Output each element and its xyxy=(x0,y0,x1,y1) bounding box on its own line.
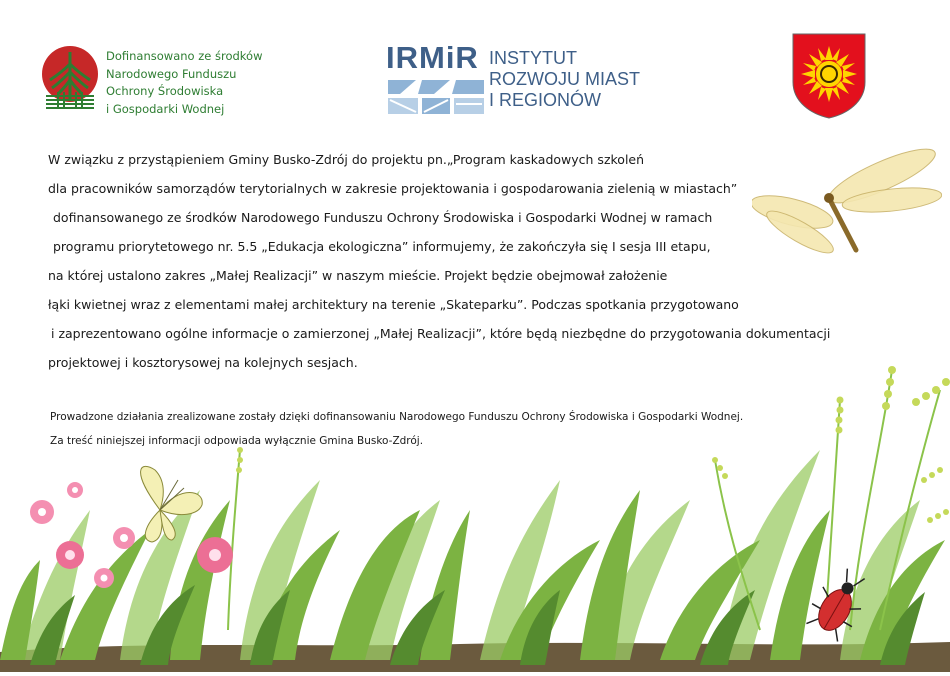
irmir-logo xyxy=(388,80,484,114)
busko-zdroj-crest-icon xyxy=(791,32,867,120)
irmir-name-line: INSTYTUT xyxy=(489,48,577,68)
funder-line: i Gospodarki Wodnej xyxy=(106,101,225,116)
paragraph-line: projektowej i kosztorysowej na kolejnych sesjach. xyxy=(48,355,358,370)
paragraph-line: W związku z przystąpieniem Gminy Busko-Zdrój do projektu pn.„Program kaskadowych szkoleń xyxy=(48,152,645,167)
paragraph-line: programu priorytetowego nr. 5.5 „Edukacja ekologiczna” informujemy, że zakończyła się I sesja III etapu, xyxy=(53,239,711,254)
irmir-acronym: IRMiR xyxy=(386,40,479,75)
nfosigw-logo xyxy=(38,42,102,112)
paragraph-line: i zaprezentowano ogólne informacje o zamierzonej „Małej Realizacji”, które będą niezbędne do przygotowania dokumentacji xyxy=(51,326,831,341)
paragraph-line: na której ustalono zakres „Małej Realizacji” w naszym mieście. Projekt będzie obejmował założenie xyxy=(48,268,668,283)
busko-zdroj-crest xyxy=(791,32,867,120)
note-line: Za treść niniejszej informacji odpowiada wyłącznie Gmina Busko-Zdrój. xyxy=(50,435,424,447)
irmir-name xyxy=(489,48,640,111)
irmir-name-line: I REGIONÓW xyxy=(489,90,601,110)
meadow-illustration xyxy=(0,330,950,672)
note-line: Prowadzone działania zrealizowane zostały dzięki dofinansowaniu Narodowego Funduszu Ochrony Środowiska i Gospodarki Wodnej. xyxy=(50,411,744,423)
nfosigw-logo-icon xyxy=(38,42,102,112)
funder-line: Narodowego Funduszu xyxy=(106,66,237,81)
paragraph-line: łąki kwietnej wraz z elementami małej architektury na terenie „Skateparku”. Podczas spotkania przygotowano xyxy=(48,297,739,312)
irmir-logo-icon xyxy=(388,80,484,114)
paragraph-line: dofinansowanego ze środków Narodowego Funduszu Ochrony Środowiska i Gospodarki Wodnej w ramach xyxy=(53,210,713,225)
irmir-name-line: ROZWOJU MIAST xyxy=(489,69,640,89)
funder-line: Ochrony Środowiska xyxy=(106,84,224,98)
paragraph-line: dla pracowników samorządów terytorialnych w zakresie projektowania i gospodarowania zielenią w miastach” xyxy=(48,181,738,196)
grass-meadow-icon xyxy=(0,330,950,672)
butterfly-icon xyxy=(141,466,203,542)
funder-line: Dofinansowano ze środków xyxy=(106,49,263,63)
funder-text xyxy=(106,48,262,118)
